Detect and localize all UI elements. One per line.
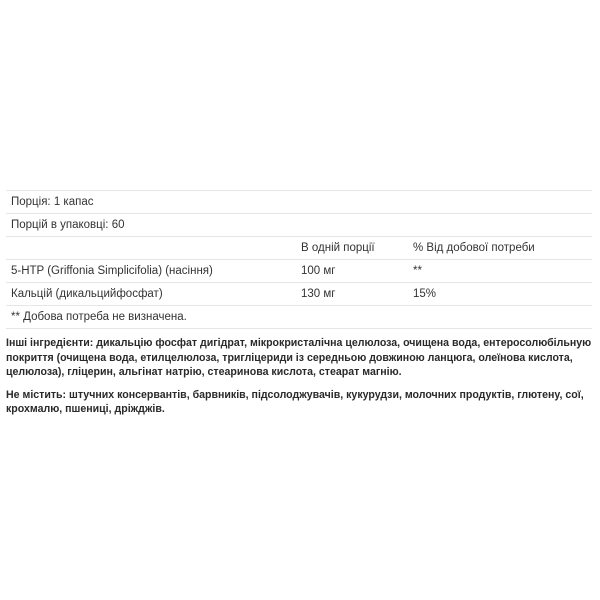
other-ingredients: Інші інгредієнти: дикальцію фосфат дигідрат, мікрокристалічна целюлоза, очищена вода, ентеросолюбільную покриття (очищена вода, етилцелюлоза, тригліцериди із середньою довжиною ланцюга, олеїнова кислота, целюлоза), гліцерин, альгінат натрію, стеаринова кислота, стеарат магнію. [6, 337, 592, 378]
footnote-row [6, 306, 592, 329]
header-col-dv: % Від добової потреби [413, 242, 535, 254]
table-row [6, 260, 592, 283]
header-col-amount: В одній порції [301, 242, 375, 254]
ingredient-name: Кальцій (дикальцийфосфат) [11, 288, 163, 300]
table-row [6, 283, 592, 306]
ingredient-dv: ** [413, 265, 422, 277]
footnote: ** Добова потреба не визначена. [11, 311, 187, 323]
ingredient-amount: 100 мг [301, 265, 336, 277]
serving-size-row [6, 191, 592, 214]
ingredient-notes [6, 336, 594, 425]
ingredient-dv: 15% [413, 288, 437, 300]
ingredient-amount: 130 мг [301, 288, 336, 300]
servings-per-container: Порцій в упаковці: 60 [11, 219, 125, 231]
serving-size: Порція: 1 капас [11, 196, 94, 208]
does-not-contain: Не містить: штучних консервантів, барвників, підсолоджувачів, кукурудзи, молочних продуктів, глютену, сої, крохмалю, пшениці, дріжджів. [6, 388, 584, 415]
table-header-row [6, 237, 592, 260]
servings-per-container-row [6, 214, 592, 237]
supplement-facts-table [6, 190, 592, 329]
ingredient-name: 5-HTP (Griffonia Simplicifolia) (насіння) [11, 265, 213, 277]
